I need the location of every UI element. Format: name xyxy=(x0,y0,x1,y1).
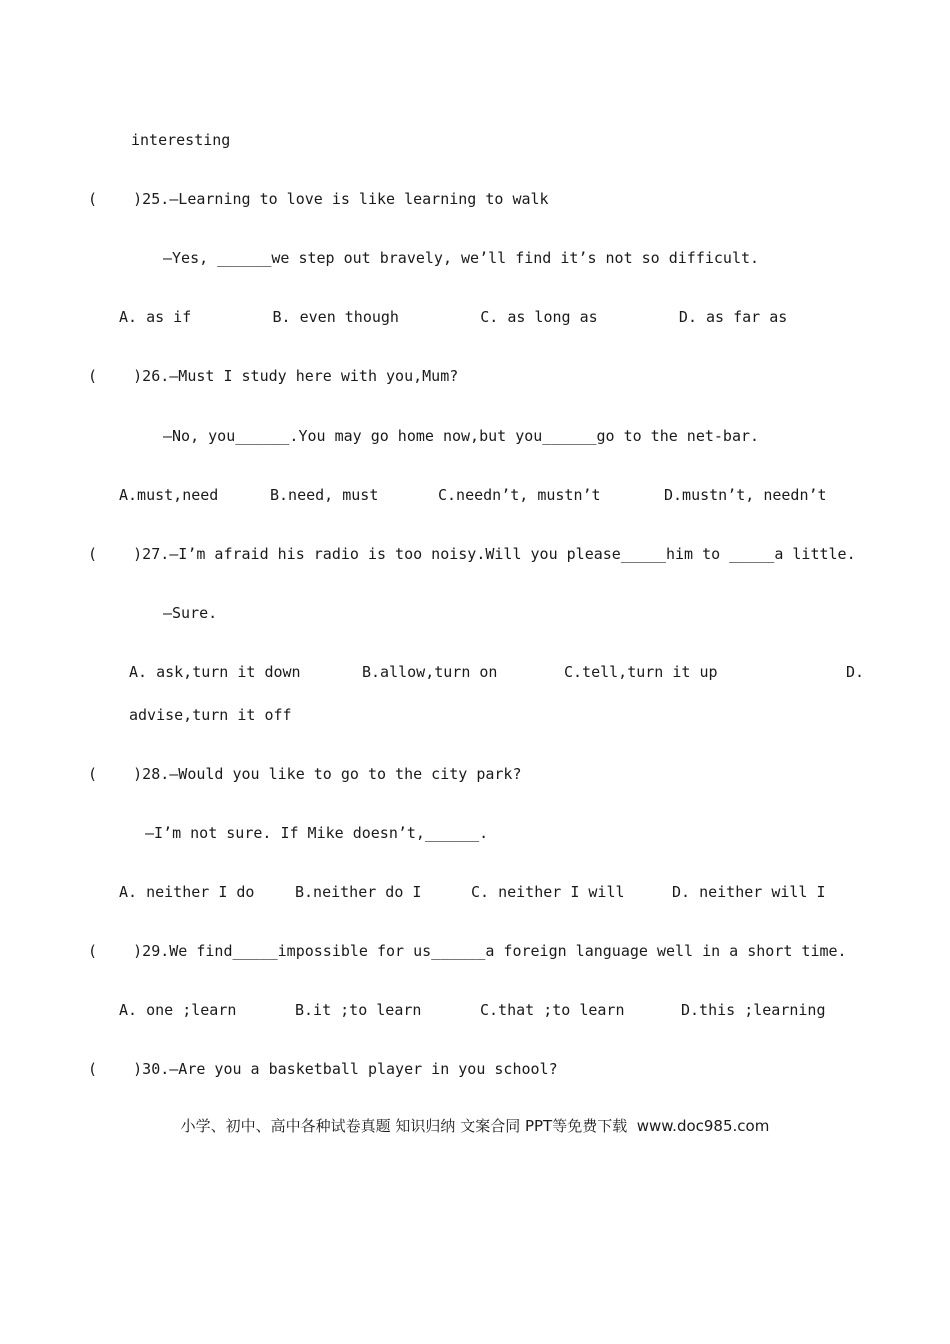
question-27-option-d-label: D. xyxy=(846,663,865,681)
question-26-stem: ( )26.—Must I study here with you,Mum? xyxy=(88,367,459,385)
question-28-stem: ( )28.—Would you like to go to the city park? xyxy=(88,765,522,783)
question-28-reply: —I’m not sure. If Mike doesn’t,______. xyxy=(145,824,489,842)
question-27-option-b: B.allow,turn on xyxy=(362,663,498,681)
question-26-option-d: D.mustn’t, needn’t xyxy=(664,486,827,504)
question-26-reply: —No, you______.You may go home now,but you______go to the net-bar. xyxy=(163,427,760,445)
question-27-option-a: A. ask,turn it down xyxy=(129,663,301,681)
question-29-stem: ( )29.We find_____impossible for us______a foreign language well in a short time. xyxy=(88,942,847,960)
question-26-option-b: B.need, must xyxy=(270,486,379,504)
continued-option-text: interesting xyxy=(131,131,231,149)
question-27-stem: ( )27.—I’m afraid his radio is too noisy.Will you please_____him to _____a little. xyxy=(88,545,856,563)
question-27-option-d-text: advise,turn it off xyxy=(129,706,292,724)
question-25-options: A. as if B. even though C. as long as D. as far as xyxy=(119,308,788,326)
question-28-option-d: D. neither will I xyxy=(672,883,826,901)
question-26-option-c: C.needn’t, mustn’t xyxy=(438,486,601,504)
question-26-option-a: A.must,need xyxy=(119,486,219,504)
question-27-option-c: C.tell,turn it up xyxy=(564,663,718,681)
question-27-reply: —Sure. xyxy=(163,604,218,622)
question-28-option-b: B.neither do I xyxy=(295,883,422,901)
question-25-reply: —Yes, ______we step out bravely, we’ll find it’s not so difficult. xyxy=(163,249,760,267)
question-29-option-a: A. one ;learn xyxy=(119,1001,237,1019)
question-30-stem: ( )30.—Are you a basketball player in you school? xyxy=(88,1060,558,1078)
page-footer: 小学、初中、高中各种试卷真题 知识归纳 文案合同 PPT等免费下载 www.doc985.com xyxy=(180,1117,770,1135)
question-29-option-b: B.it ;to learn xyxy=(295,1001,422,1019)
question-25-stem: ( )25.—Learning to love is like learning to walk xyxy=(88,190,549,208)
question-28-option-a: A. neither I do xyxy=(119,883,255,901)
question-29-option-c: C.that ;to learn xyxy=(480,1001,625,1019)
question-28-option-c: C. neither I will xyxy=(471,883,625,901)
question-29-option-d: D.this ;learning xyxy=(681,1001,826,1019)
